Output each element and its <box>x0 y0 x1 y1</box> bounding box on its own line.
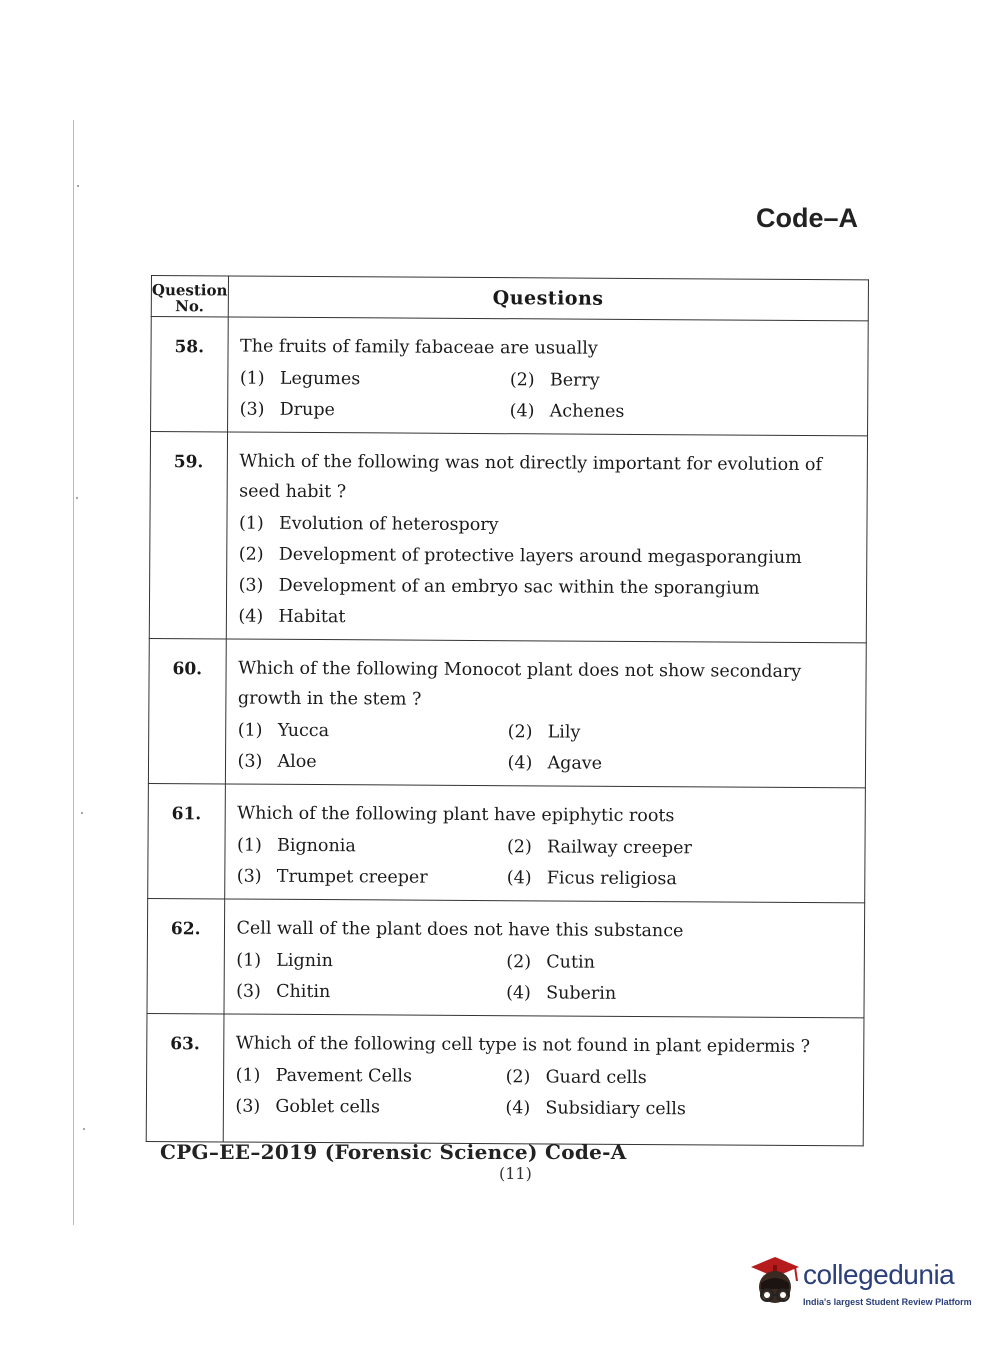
question-text: Which of the following plant have epiphytic roots <box>237 803 675 827</box>
question-number: 58. <box>151 317 228 432</box>
option-label: (4) <box>506 983 531 1004</box>
question-number-header: Question No. <box>151 276 228 317</box>
question-row <box>151 317 869 436</box>
brand-tagline: India's largest Student Review Platform <box>803 1297 972 1307</box>
option-label: (2) <box>505 1067 531 1088</box>
options-row <box>236 1061 860 1096</box>
option-label: (4) <box>238 606 264 627</box>
question-content <box>226 432 868 643</box>
question-content <box>223 899 864 1018</box>
option-label: (3) <box>239 399 265 420</box>
option-text: Achenes <box>549 401 625 422</box>
option-label: (2) <box>506 837 532 858</box>
mascot-icon <box>745 1253 803 1313</box>
options-row <box>238 716 862 751</box>
question-number: 59. <box>149 432 227 639</box>
option-label: (4) <box>507 753 533 774</box>
option-text: Suberin <box>546 983 617 1004</box>
option-text: Aloe <box>277 751 317 773</box>
scan-speck <box>76 497 78 499</box>
paper-code: Code–A <box>755 203 858 233</box>
option-label: (2) <box>507 722 533 743</box>
page-margin-line <box>73 120 74 1225</box>
question-text: The fruits of family fabaceae are usually <box>240 336 598 359</box>
question-number: 60. <box>148 638 225 783</box>
option-label: (1) <box>235 1065 261 1086</box>
option-label: (3) <box>236 866 262 887</box>
option-text: Chitin <box>276 981 331 1003</box>
option-text: Lignin <box>276 950 333 972</box>
question-row <box>148 783 866 902</box>
option <box>239 509 863 544</box>
question-text: Which of the following Monocot plant does not show secondary growth in the stem ? <box>237 658 802 710</box>
option-text: Agave <box>547 753 603 774</box>
option-text: Goblet cells <box>275 1096 381 1118</box>
option-label: (2) <box>509 370 535 391</box>
option-label: (4) <box>505 1098 531 1119</box>
option-text: Yucca <box>277 720 330 742</box>
option-text: Cutin <box>546 952 595 973</box>
option-label: (1) <box>238 513 264 534</box>
options-row <box>237 831 861 866</box>
options-row <box>237 862 861 897</box>
question-row <box>147 898 865 1017</box>
option-text: Drupe <box>279 399 335 421</box>
option-label: (4) <box>506 868 532 889</box>
question-number: 63. <box>146 1013 223 1141</box>
collegedunia-watermark <box>745 1253 972 1315</box>
question-content <box>224 784 865 903</box>
page-number: (11) <box>499 1164 532 1183</box>
question-row <box>146 1013 864 1145</box>
option-text: Habitat <box>278 606 346 628</box>
question-number: 61. <box>148 783 225 898</box>
option-text: Ficus religiosa <box>546 868 677 890</box>
question-row <box>149 432 867 643</box>
option-text: Trumpet creeper <box>276 866 428 888</box>
questions-table <box>146 275 869 1146</box>
option-label: (4) <box>509 401 535 422</box>
option-label: (1) <box>236 835 262 856</box>
questions-header: Questions <box>228 276 869 321</box>
option-label: (1) <box>237 720 263 741</box>
scan-speck <box>83 1128 85 1130</box>
question-content <box>225 639 866 788</box>
options-row <box>240 395 864 430</box>
option-label: (3) <box>237 751 263 772</box>
question-number: 62. <box>147 898 224 1013</box>
option-label: (1) <box>239 368 265 389</box>
option-label: (1) <box>236 950 262 971</box>
option-text: Pavement Cells <box>275 1065 413 1087</box>
option-text: Lily <box>547 722 581 743</box>
question-content <box>223 1014 864 1146</box>
brand-name: collegedunia <box>803 1259 955 1290</box>
options-row <box>236 946 860 981</box>
options-row <box>235 1092 859 1127</box>
option-text: Railway creeper <box>546 837 692 859</box>
question-content <box>227 317 868 436</box>
option <box>239 540 863 575</box>
scan-speck <box>81 812 83 814</box>
option-label: (2) <box>506 952 532 973</box>
option-text: Development of protective layers around megasporangium <box>278 544 802 568</box>
option <box>239 571 863 606</box>
option-text: Subsidiary cells <box>545 1098 686 1120</box>
option-label: (2) <box>238 544 264 565</box>
scan-speck <box>77 185 79 187</box>
option-label: (3) <box>236 981 261 1002</box>
option-label: (3) <box>235 1096 261 1117</box>
option <box>238 602 862 637</box>
option-text: Development of an embryo sac within the sporangium <box>278 575 760 599</box>
question-text: Which of the following was not directly important for evolution of seed habit ? <box>239 451 823 503</box>
question-text: Cell wall of the plant does not have this substance <box>236 918 684 942</box>
exam-footer: CPG–EE–2019 (Forensic Science) Code-A <box>160 1140 627 1164</box>
options-row <box>237 747 861 782</box>
option-text: Legumes <box>279 368 361 390</box>
question-text: Which of the following cell type is not found in plant epidermis ? <box>235 1033 811 1058</box>
option-text: Evolution of heterospory <box>278 513 499 536</box>
options-row <box>240 364 864 399</box>
question-row <box>148 638 866 787</box>
option-text: Berry <box>549 370 600 391</box>
option-text: Bignonia <box>276 835 356 857</box>
table-header-row <box>151 276 868 321</box>
option-text: Guard cells <box>545 1067 647 1089</box>
options-row <box>236 977 860 1012</box>
option-label: (3) <box>238 575 264 596</box>
